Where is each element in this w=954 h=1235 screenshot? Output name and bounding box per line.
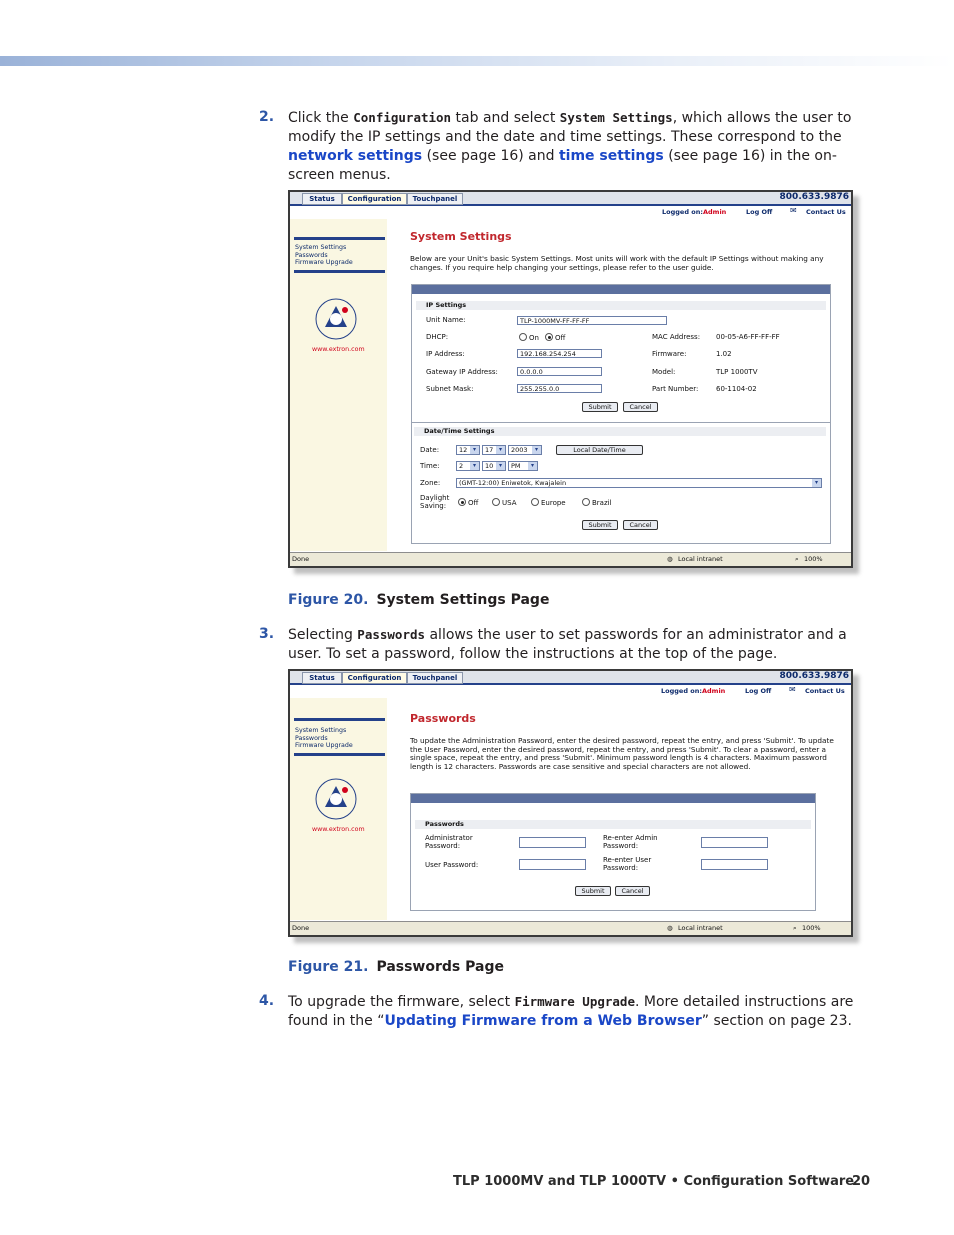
time-ampm-select[interactable] — [508, 461, 538, 471]
contact-us-link[interactable]: Contact Us — [805, 687, 845, 695]
tab-configuration[interactable]: Configuration — [342, 672, 407, 684]
radio-selected-icon — [458, 498, 466, 506]
intro-text: Below are your Unit's basic System Settings. Most units will work with the default IP Settings without making any changes. If you require help changing your settings, please refer to the user guide. — [410, 254, 824, 272]
sidebar-bottom-bar — [294, 270, 385, 273]
code-system-settings: System Settings — [559, 110, 673, 125]
chevron-down-icon: ▾ — [470, 462, 479, 470]
sidebar-item-firmware-upgrade[interactable]: Firmware Upgrade — [295, 742, 353, 749]
chevron-down-icon: ▾ — [470, 446, 479, 454]
header-gradient-bar — [0, 56, 954, 66]
sidebar — [290, 698, 387, 920]
date-month-value: 12 — [459, 446, 468, 454]
page-title: System Settings — [410, 230, 512, 243]
zoom-icon: ⌕ — [795, 555, 799, 563]
browser-status-bar — [290, 921, 851, 935]
dhcp-on-radio[interactable] — [519, 333, 539, 342]
text-run: ” section on page 23. — [701, 1013, 852, 1029]
zone-label: Zone: — [420, 479, 441, 487]
link-network-settings[interactable]: network settings — [288, 148, 423, 164]
zone-select[interactable] — [456, 478, 822, 488]
system-settings-screenshot — [288, 190, 853, 568]
figure-title: System Settings Page — [376, 592, 550, 608]
model-value: TLP 1000TV — [716, 368, 758, 376]
service-support-solutions-logo — [314, 777, 358, 821]
local-date-time-button[interactable]: Local Date/Time — [556, 445, 643, 455]
dhcp-label: DHCP: — [426, 333, 449, 341]
part-number-value: 60-1104-02 — [716, 385, 757, 393]
dhcp-off-radio[interactable] — [545, 333, 565, 342]
date-year-value: 2003 — [511, 446, 528, 454]
tab-bar — [290, 192, 851, 206]
firmware-value: 1.02 — [716, 350, 732, 358]
user-bar — [290, 206, 851, 218]
dst-off-radio[interactable] — [458, 498, 478, 507]
status-done: Done — [292, 924, 310, 932]
ip-settings-heading: IP Settings — [416, 301, 826, 310]
sidebar-item-passwords[interactable]: Passwords — [295, 251, 328, 259]
user-password-label: User Password: — [425, 861, 479, 869]
ip-submit-button[interactable]: Submit — [582, 402, 618, 412]
step-2 — [259, 108, 859, 185]
firmware-label: Firmware: — [652, 350, 687, 358]
status-zone: Local intranet — [678, 555, 723, 563]
extron-url[interactable]: www.extron.com — [312, 346, 365, 353]
text-run: (see page 16) in the on-screen menus. — [288, 148, 837, 183]
tab-status[interactable]: Status — [302, 193, 342, 205]
text-run: , which allows the user to modify the IP settings and the date and time settings. These correspond to the — [288, 110, 852, 145]
date-day-select[interactable] — [482, 445, 506, 455]
part-number-label: Part Number: — [652, 385, 699, 393]
service-support-solutions-logo — [314, 297, 358, 341]
text-run: . More detailed instructions are found in the “ — [288, 994, 854, 1029]
dst-europe-radio[interactable] — [531, 498, 566, 507]
dst-brazil-label: Brazil — [592, 499, 612, 507]
globe-icon: ◍ — [667, 924, 673, 932]
footer-title: TLP 1000MV and TLP 1000TV • Configuration Software — [453, 1174, 855, 1189]
settings-panel — [411, 284, 831, 544]
logged-user: Admin — [703, 208, 727, 216]
dst-europe-label: Europe — [541, 499, 566, 507]
figure-title: Passwords Page — [376, 959, 504, 975]
log-off-link[interactable]: Log Off — [746, 208, 773, 216]
code-configuration: Configuration — [353, 110, 452, 125]
zone-value: (GMT-12:00) Eniwetok, Kwajalein — [459, 479, 567, 487]
user-password-input[interactable] — [519, 859, 586, 870]
sidebar-item-firmware-upgrade[interactable]: Firmware Upgrade — [295, 259, 353, 266]
link-time-settings[interactable]: time settings — [558, 148, 664, 164]
zoom-icon: ⌕ — [793, 924, 797, 932]
sidebar-item-system-settings[interactable]: System Settings — [295, 727, 347, 734]
logged-user: Admin — [702, 687, 726, 695]
ip-cancel-button[interactable]: Cancel — [623, 402, 658, 412]
panel-header-band — [412, 285, 830, 294]
text-run: allows the user to set passwords for an administrator and a user. To set a password, follow the instructions at the top of the page. — [288, 627, 847, 662]
status-zone: Local intranet — [678, 924, 723, 932]
logged-on-label: Logged on: — [661, 687, 702, 695]
browser-status-bar — [290, 552, 851, 566]
dst-off-label: Off — [468, 499, 479, 507]
sidebar-menu — [295, 244, 353, 267]
time-minute-select[interactable] — [482, 461, 506, 471]
panel-header-band — [411, 794, 815, 803]
date-year-select[interactable] — [508, 445, 542, 455]
chevron-down-icon: ▾ — [496, 446, 505, 454]
time-hour-select[interactable] — [456, 461, 480, 471]
globe-icon: ◍ — [667, 555, 673, 563]
intro-text: To update the Administration Password, enter the desired password, repeat the entry, and press 'Submit'. To update the User Password, enter the desired password, repeat the entry, and press 'Submit'. To clear a password, enter a single space, repeat the entry, and press 'Submit'. Minimum password length is 4 characters. Maximum password length is 12 characters. Passwords are case sensitive and special characters are not allowed. — [410, 736, 834, 771]
date-month-select[interactable] — [456, 445, 480, 455]
text-run: To upgrade the firmware, select — [288, 994, 515, 1010]
extron-url[interactable]: www.extron.com — [312, 826, 365, 833]
mail-icon: ✉ — [789, 685, 796, 694]
chevron-down-icon: ▾ — [532, 446, 541, 454]
user-bar — [290, 685, 851, 697]
text-run: Click the — [288, 110, 354, 126]
sidebar-item-passwords[interactable]: Passwords — [295, 734, 328, 742]
page-number: 20 — [852, 1174, 871, 1189]
text-run: (see page 16) and — [422, 148, 559, 164]
step-number: 4. — [259, 993, 275, 1009]
dhcp-on-label: On — [529, 334, 539, 342]
chevron-down-icon: ▾ — [528, 462, 537, 470]
time-label: Time: — [420, 462, 440, 470]
passwords-heading: Passwords — [415, 820, 811, 829]
logged-on-label: Logged on: — [662, 208, 703, 216]
sidebar-top-bar — [294, 237, 385, 240]
text-run: tab and select — [451, 110, 560, 126]
sidebar — [290, 219, 387, 551]
daylight-saving-label: Daylight Saving: — [420, 494, 450, 510]
tab-touchpanel[interactable]: Touchpanel — [407, 672, 463, 684]
step-3 — [259, 625, 859, 664]
mail-icon: ✉ — [790, 206, 797, 215]
figure-21-caption — [288, 959, 504, 975]
step-text — [288, 992, 859, 1031]
phone-number: 800.633.9876 — [779, 671, 849, 681]
radio-icon — [519, 333, 527, 341]
radio-icon — [531, 498, 539, 506]
dst-usa-radio[interactable] — [492, 498, 517, 507]
dt-cancel-button[interactable]: Cancel — [623, 520, 658, 530]
code-passwords: Passwords — [357, 627, 426, 642]
chevron-down-icon: ▾ — [496, 462, 505, 470]
step-number: 3. — [259, 626, 275, 642]
chevron-down-icon: ▾ — [812, 479, 821, 487]
admin-reenter-input[interactable] — [701, 837, 768, 848]
sidebar-top-bar — [294, 718, 385, 721]
time-hour-value: 2 — [459, 462, 464, 470]
tab-configuration[interactable]: Configuration — [342, 193, 407, 205]
pw-submit-button[interactable]: Submit — [575, 886, 611, 896]
status-done: Done — [292, 555, 310, 563]
radio-selected-icon — [545, 333, 553, 341]
model-label: Model: — [652, 368, 676, 376]
text-run: Selecting — [288, 627, 358, 643]
subnet-input[interactable]: 255.255.0.0 — [517, 384, 602, 393]
tab-bar — [290, 671, 851, 685]
unit-name-label: Unit Name: — [426, 316, 466, 324]
step-4 — [259, 992, 859, 1031]
page-title: Passwords — [410, 712, 476, 725]
contact-us-link[interactable]: Contact Us — [806, 208, 846, 216]
step-text — [288, 108, 859, 185]
link-updating-firmware[interactable]: Updating Firmware from a Web Browser — [384, 1013, 702, 1029]
zoom-level[interactable]: 100% — [804, 555, 823, 563]
sidebar-bottom-bar — [294, 753, 385, 756]
subnet-label: Subnet Mask: — [426, 385, 474, 393]
dhcp-off-label: Off — [555, 334, 566, 342]
admin-password-input[interactable] — [519, 837, 586, 848]
date-day-value: 17 — [485, 446, 494, 454]
tab-status[interactable]: Status — [302, 672, 342, 684]
passwords-screenshot — [288, 669, 853, 937]
radio-icon — [492, 498, 500, 506]
phone-number: 800.633.9876 — [779, 192, 849, 202]
log-off-link[interactable]: Log Off — [745, 687, 772, 695]
dst-usa-label: USA — [502, 499, 517, 507]
admin-reenter-label: Re-enter Admin Password: — [603, 834, 658, 850]
user-reenter-label: Re-enter User Password: — [603, 856, 652, 872]
date-label: Date: — [420, 446, 440, 454]
pw-cancel-button[interactable]: Cancel — [615, 886, 650, 896]
datetime-heading: Date/Time Settings — [414, 427, 826, 436]
figure-label: Figure 20. — [288, 592, 369, 608]
step-number: 2. — [259, 109, 275, 125]
mac-value: 00-05-A6-FF-FF-FF — [716, 333, 780, 341]
sidebar-menu — [295, 727, 353, 750]
passwords-panel — [410, 793, 816, 911]
user-reenter-input[interactable] — [701, 859, 768, 870]
figure-20-caption — [288, 592, 549, 608]
dst-brazil-radio[interactable] — [582, 498, 612, 507]
admin-password-label: Administrator Password: — [425, 834, 473, 850]
time-ampm-value: PM — [511, 462, 521, 470]
time-minute-value: 10 — [485, 462, 494, 470]
zoom-level[interactable]: 100% — [802, 924, 821, 932]
code-firmware-upgrade: Firmware Upgrade — [514, 994, 635, 1009]
gateway-input[interactable]: 0.0.0.0 — [517, 367, 602, 376]
mac-label: MAC Address: — [652, 333, 701, 341]
dt-submit-button[interactable]: Submit — [582, 520, 618, 530]
step-text — [288, 625, 859, 664]
gateway-label: Gateway IP Address: — [426, 368, 498, 376]
section-divider — [412, 422, 830, 423]
tab-touchpanel[interactable]: Touchpanel — [407, 193, 463, 205]
radio-icon — [582, 498, 590, 506]
sidebar-item-system-settings[interactable]: System Settings — [295, 244, 347, 251]
ip-address-label: IP Address: — [426, 350, 465, 358]
ip-address-input[interactable]: 192.168.254.254 — [517, 349, 602, 358]
unit-name-input[interactable]: TLP-1000MV-FF-FF-FF — [517, 316, 667, 325]
figure-label: Figure 21. — [288, 959, 369, 975]
